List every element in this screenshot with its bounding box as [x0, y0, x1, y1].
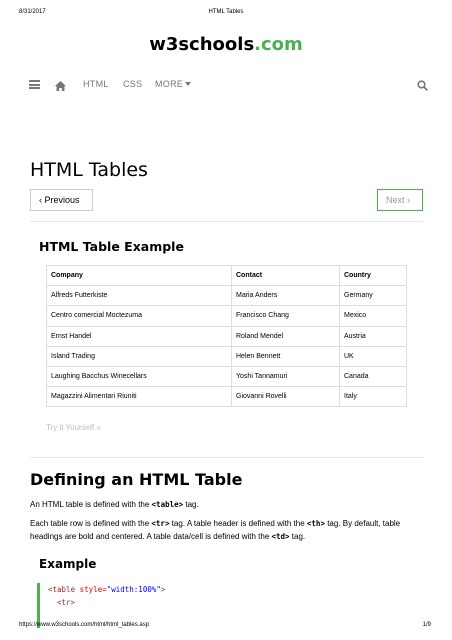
- nav-html[interactable]: HTML: [83, 79, 109, 89]
- caret-down-icon: [185, 82, 191, 86]
- search-icon[interactable]: [417, 78, 428, 96]
- divider: [30, 457, 423, 458]
- table-cell: Canada: [340, 366, 407, 386]
- example-heading: HTML Table Example: [39, 239, 184, 254]
- table-cell: Helen Bennett: [232, 346, 340, 366]
- code-value: "width:100%": [106, 585, 161, 594]
- table-header-cell: Contact: [232, 266, 340, 286]
- text: An HTML table is defined with the: [30, 500, 152, 509]
- text: Each table row is defined with the: [30, 519, 152, 528]
- code-example-heading: Example: [39, 557, 97, 571]
- text: tag.: [289, 532, 306, 541]
- table-cell: Roland Mendel: [232, 326, 340, 346]
- table-cell: Island Trading: [47, 346, 232, 366]
- table-cell: Ernst Handel: [47, 326, 232, 346]
- page-number: 1/9: [422, 622, 431, 628]
- chevron-left-icon: ‹: [39, 195, 42, 205]
- table-cell: Italy: [340, 387, 407, 407]
- code-tag: <tr>: [57, 598, 76, 607]
- chevron-right-icon: ›: [407, 195, 411, 205]
- table-cell: Maria Anders: [232, 286, 340, 306]
- table-cell: Laughing Bacchus Winecellars: [47, 366, 232, 386]
- print-title: HTML Tables: [208, 9, 244, 15]
- top-navigation: [19, 72, 433, 98]
- table-row: [47, 326, 407, 346]
- text: tag.: [183, 500, 199, 509]
- print-date: 8/31/2017: [19, 9, 46, 15]
- home-icon[interactable]: [55, 78, 66, 96]
- w3schools-logo[interactable]: [0, 34, 452, 55]
- nav-css[interactable]: CSS: [123, 79, 143, 89]
- divider: [30, 221, 423, 222]
- table-cell: Yoshi Tannamuri: [232, 366, 340, 386]
- next-label: Next: [386, 195, 405, 205]
- nav-more[interactable]: [155, 79, 191, 89]
- section-heading: Defining an HTML Table: [30, 470, 243, 489]
- next-button[interactable]: [377, 189, 423, 211]
- inline-code: <table>: [151, 500, 184, 509]
- nav-more-label: MORE: [155, 79, 184, 89]
- table-header-cell: Country: [340, 266, 407, 286]
- table-cell: Austria: [340, 326, 407, 346]
- logo-text: w3schools: [149, 34, 255, 55]
- table-row: [47, 346, 407, 366]
- inline-code: <td>: [271, 532, 290, 541]
- table-cell: Giovanni Rovelli: [232, 387, 340, 407]
- hamburger-menu-icon[interactable]: [29, 80, 40, 89]
- table-cell: Germany: [340, 286, 407, 306]
- inline-code: <th>: [306, 519, 325, 528]
- table-cell: Mexico: [340, 306, 407, 326]
- table-cell: Alfreds Futterkiste: [47, 286, 232, 306]
- code-line: [48, 596, 423, 609]
- table-row: [47, 366, 407, 386]
- inline-code: <tr>: [151, 519, 170, 528]
- code-attr: style=: [75, 585, 107, 594]
- code-tag: <table: [48, 585, 76, 594]
- table-row: [47, 306, 407, 326]
- table-header-row: [47, 266, 407, 286]
- previous-button[interactable]: [30, 189, 93, 211]
- table-row: [47, 286, 407, 306]
- print-header: [0, 9, 452, 19]
- paragraph: [30, 517, 430, 543]
- table-cell: Francisco Chang: [232, 306, 340, 326]
- print-url: https://www.w3schools.com/html/html_tables.asp: [19, 622, 150, 628]
- table-cell: Magazzini Alimentari Riuniti: [47, 387, 232, 407]
- table-header-cell: Company: [47, 266, 232, 286]
- example-table: [46, 265, 407, 407]
- text: tag. A table header is defined with the: [169, 519, 307, 528]
- page-title: HTML Tables: [30, 159, 148, 181]
- table-cell: UK: [340, 346, 407, 366]
- previous-label: Previous: [44, 195, 80, 205]
- text: tag. By default, table headings are bold and centered. A table data/cell is defined with the: [30, 519, 401, 541]
- table-row: [47, 387, 407, 407]
- paragraph: [30, 498, 430, 511]
- table-cell: Centro comercial Moctezuma: [47, 306, 232, 326]
- code-line: [48, 583, 423, 596]
- try-it-yourself-link[interactable]: Try it Yourself »: [46, 423, 101, 432]
- logo-domain: .com: [254, 34, 303, 55]
- code-tag: >: [160, 585, 166, 594]
